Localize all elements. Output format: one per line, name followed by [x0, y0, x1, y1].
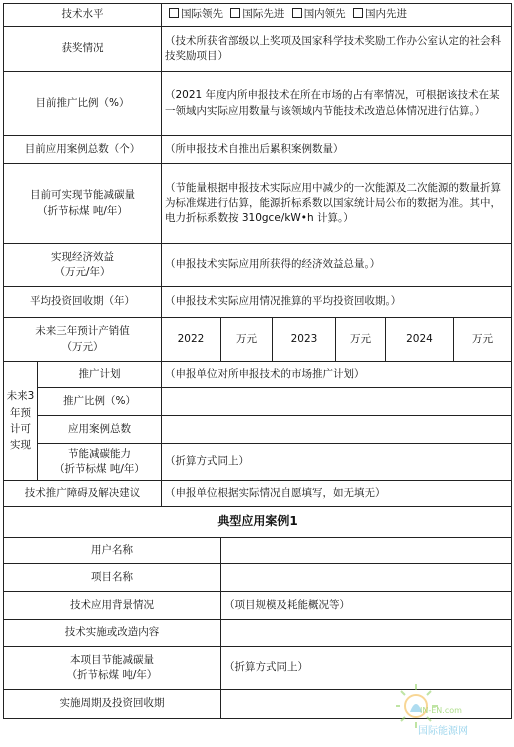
- row-awards: [4, 27, 512, 72]
- saving-now-label: [4, 164, 162, 244]
- row-promo-ratio: [4, 72, 512, 136]
- forecast-ratio-label: 推广比例（%）: [38, 388, 162, 416]
- background-label: 技术应用背景情况: [4, 592, 221, 620]
- year-cell: 2023: [273, 318, 336, 362]
- year-cell: 2022: [162, 318, 221, 362]
- period-label: 实施周期及投资回收期: [4, 690, 221, 719]
- row-case-title: [4, 507, 512, 538]
- checkbox-icon[interactable]: [353, 8, 363, 18]
- row-forecast-ratio: [4, 388, 512, 416]
- forecast-plan-label: 推广计划: [38, 362, 162, 388]
- forecast-saving-label: [38, 444, 162, 481]
- case-count-value: （所申报技术自推出后累积案例数量）: [162, 136, 512, 164]
- row-future-output: [4, 318, 512, 362]
- forecast-cases-label: 应用案例总数: [38, 416, 162, 444]
- project-name-label: 项目名称: [4, 564, 221, 592]
- barriers-value: （申报单位根据实际情况自愿填写，如无填无）: [162, 481, 512, 507]
- awards-value: （技术所获省部级以上奖项及国家科学技术奖励工作办公室认定的社会科技奖励项目）: [162, 27, 512, 72]
- project-name-field[interactable]: [221, 564, 512, 592]
- econ-benefit-label: [4, 244, 162, 287]
- forecast-group-label: 未来3年预计可实现: [4, 362, 38, 481]
- checkbox-icon[interactable]: [292, 8, 302, 18]
- row-case-count: [4, 136, 512, 164]
- case-saving-value: （折算方式同上）: [221, 647, 512, 690]
- option-label: 国际先进: [242, 8, 285, 21]
- option-label: 国内领先: [303, 8, 346, 21]
- payback-value: （申报技术实际应用情况推算的平均投资回收期。）: [162, 287, 512, 318]
- background-value: （项目规模及耗能概况等）: [221, 592, 512, 620]
- case-section-title: 典型应用案例1: [4, 507, 512, 538]
- row-content: [4, 620, 512, 647]
- label-line: 未来三年预计产销值: [35, 325, 130, 338]
- row-barriers: [4, 481, 512, 507]
- user-name-field[interactable]: [221, 538, 512, 564]
- user-name-label: 用户名称: [4, 538, 221, 564]
- row-forecast-cases: [4, 416, 512, 444]
- label-line: 节能减碳能力: [68, 447, 131, 460]
- watermark-site: IN-EN.com: [420, 706, 462, 715]
- tech-level-options: [162, 4, 512, 27]
- tech-level-label: 技术水平: [4, 4, 162, 27]
- row-econ-benefit: [4, 244, 512, 287]
- econ-benefit-value: （申报技术实际应用所获得的经济效益总量。）: [162, 244, 512, 287]
- forecast-ratio-value[interactable]: [162, 388, 512, 416]
- checkbox-icon[interactable]: [230, 8, 240, 18]
- row-payback: [4, 287, 512, 318]
- forecast-saving-value: （折算方式同上）: [162, 444, 512, 481]
- watermark-brand: 国际能源网: [418, 726, 468, 737]
- saving-now-value: （节能量根据申报技术实际应用中减少的一次能源及二次能源的数量折算为标准煤进行估算，能源折标系数以国家统计局公布的数据为准。其中，电力折标系数按 310gce/kW•h 计算。）: [162, 164, 512, 244]
- payback-label: 平均投资回收期（年）: [4, 287, 162, 318]
- label-line: 本项目节能减碳量: [70, 653, 154, 666]
- option-label: 国际领先: [181, 8, 223, 21]
- case-saving-label: [4, 647, 221, 690]
- content-field[interactable]: [221, 620, 512, 647]
- unit-cell: 万元: [454, 318, 512, 362]
- unit-cell: 万元: [336, 318, 386, 362]
- row-tech-level: [4, 4, 512, 27]
- label-line: （万元/年）: [54, 266, 111, 278]
- promo-ratio-label: 目前推广比例（%）: [4, 72, 162, 136]
- row-user-name: [4, 538, 512, 564]
- label-line: 目前可实现节能减碳量: [30, 189, 135, 202]
- row-forecast-plan: [4, 362, 512, 388]
- forecast-cases-value[interactable]: [162, 416, 512, 444]
- case-count-label: 目前应用案例总数（个）: [4, 136, 162, 164]
- content-label: 技术实施或改造内容: [4, 620, 221, 647]
- row-forecast-saving: [4, 444, 512, 481]
- future-output-label: [4, 318, 162, 362]
- label-line: 实现经济效益: [51, 250, 114, 263]
- row-saving-now: [4, 164, 512, 244]
- label-line: （折节标煤 吨/年）: [54, 463, 145, 475]
- row-background: [4, 592, 512, 620]
- awards-label: 获奖情况: [4, 27, 162, 72]
- unit-cell: 万元: [221, 318, 273, 362]
- label-line: （万元）: [61, 340, 104, 353]
- application-form-table: [3, 3, 512, 719]
- row-project-name: [4, 564, 512, 592]
- promo-ratio-value: （2021 年度内所申报技术在所在市场的占有率情况，可根据该技术在某一领域内实际应用数量与该领域内节能技术改造总体情况进行估算。）: [162, 72, 512, 136]
- label-line: （折节标煤 吨/年）: [37, 204, 128, 217]
- barriers-label: 技术推广障碍及解决建议: [4, 481, 162, 507]
- forecast-plan-value: （申报单位对所申报技术的市场推广计划）: [162, 362, 512, 388]
- label-line: （折节标煤 吨/年）: [66, 669, 158, 681]
- option-label: 国内先进: [365, 8, 408, 21]
- checkbox-icon[interactable]: [169, 8, 179, 18]
- year-cell: 2024: [386, 318, 454, 362]
